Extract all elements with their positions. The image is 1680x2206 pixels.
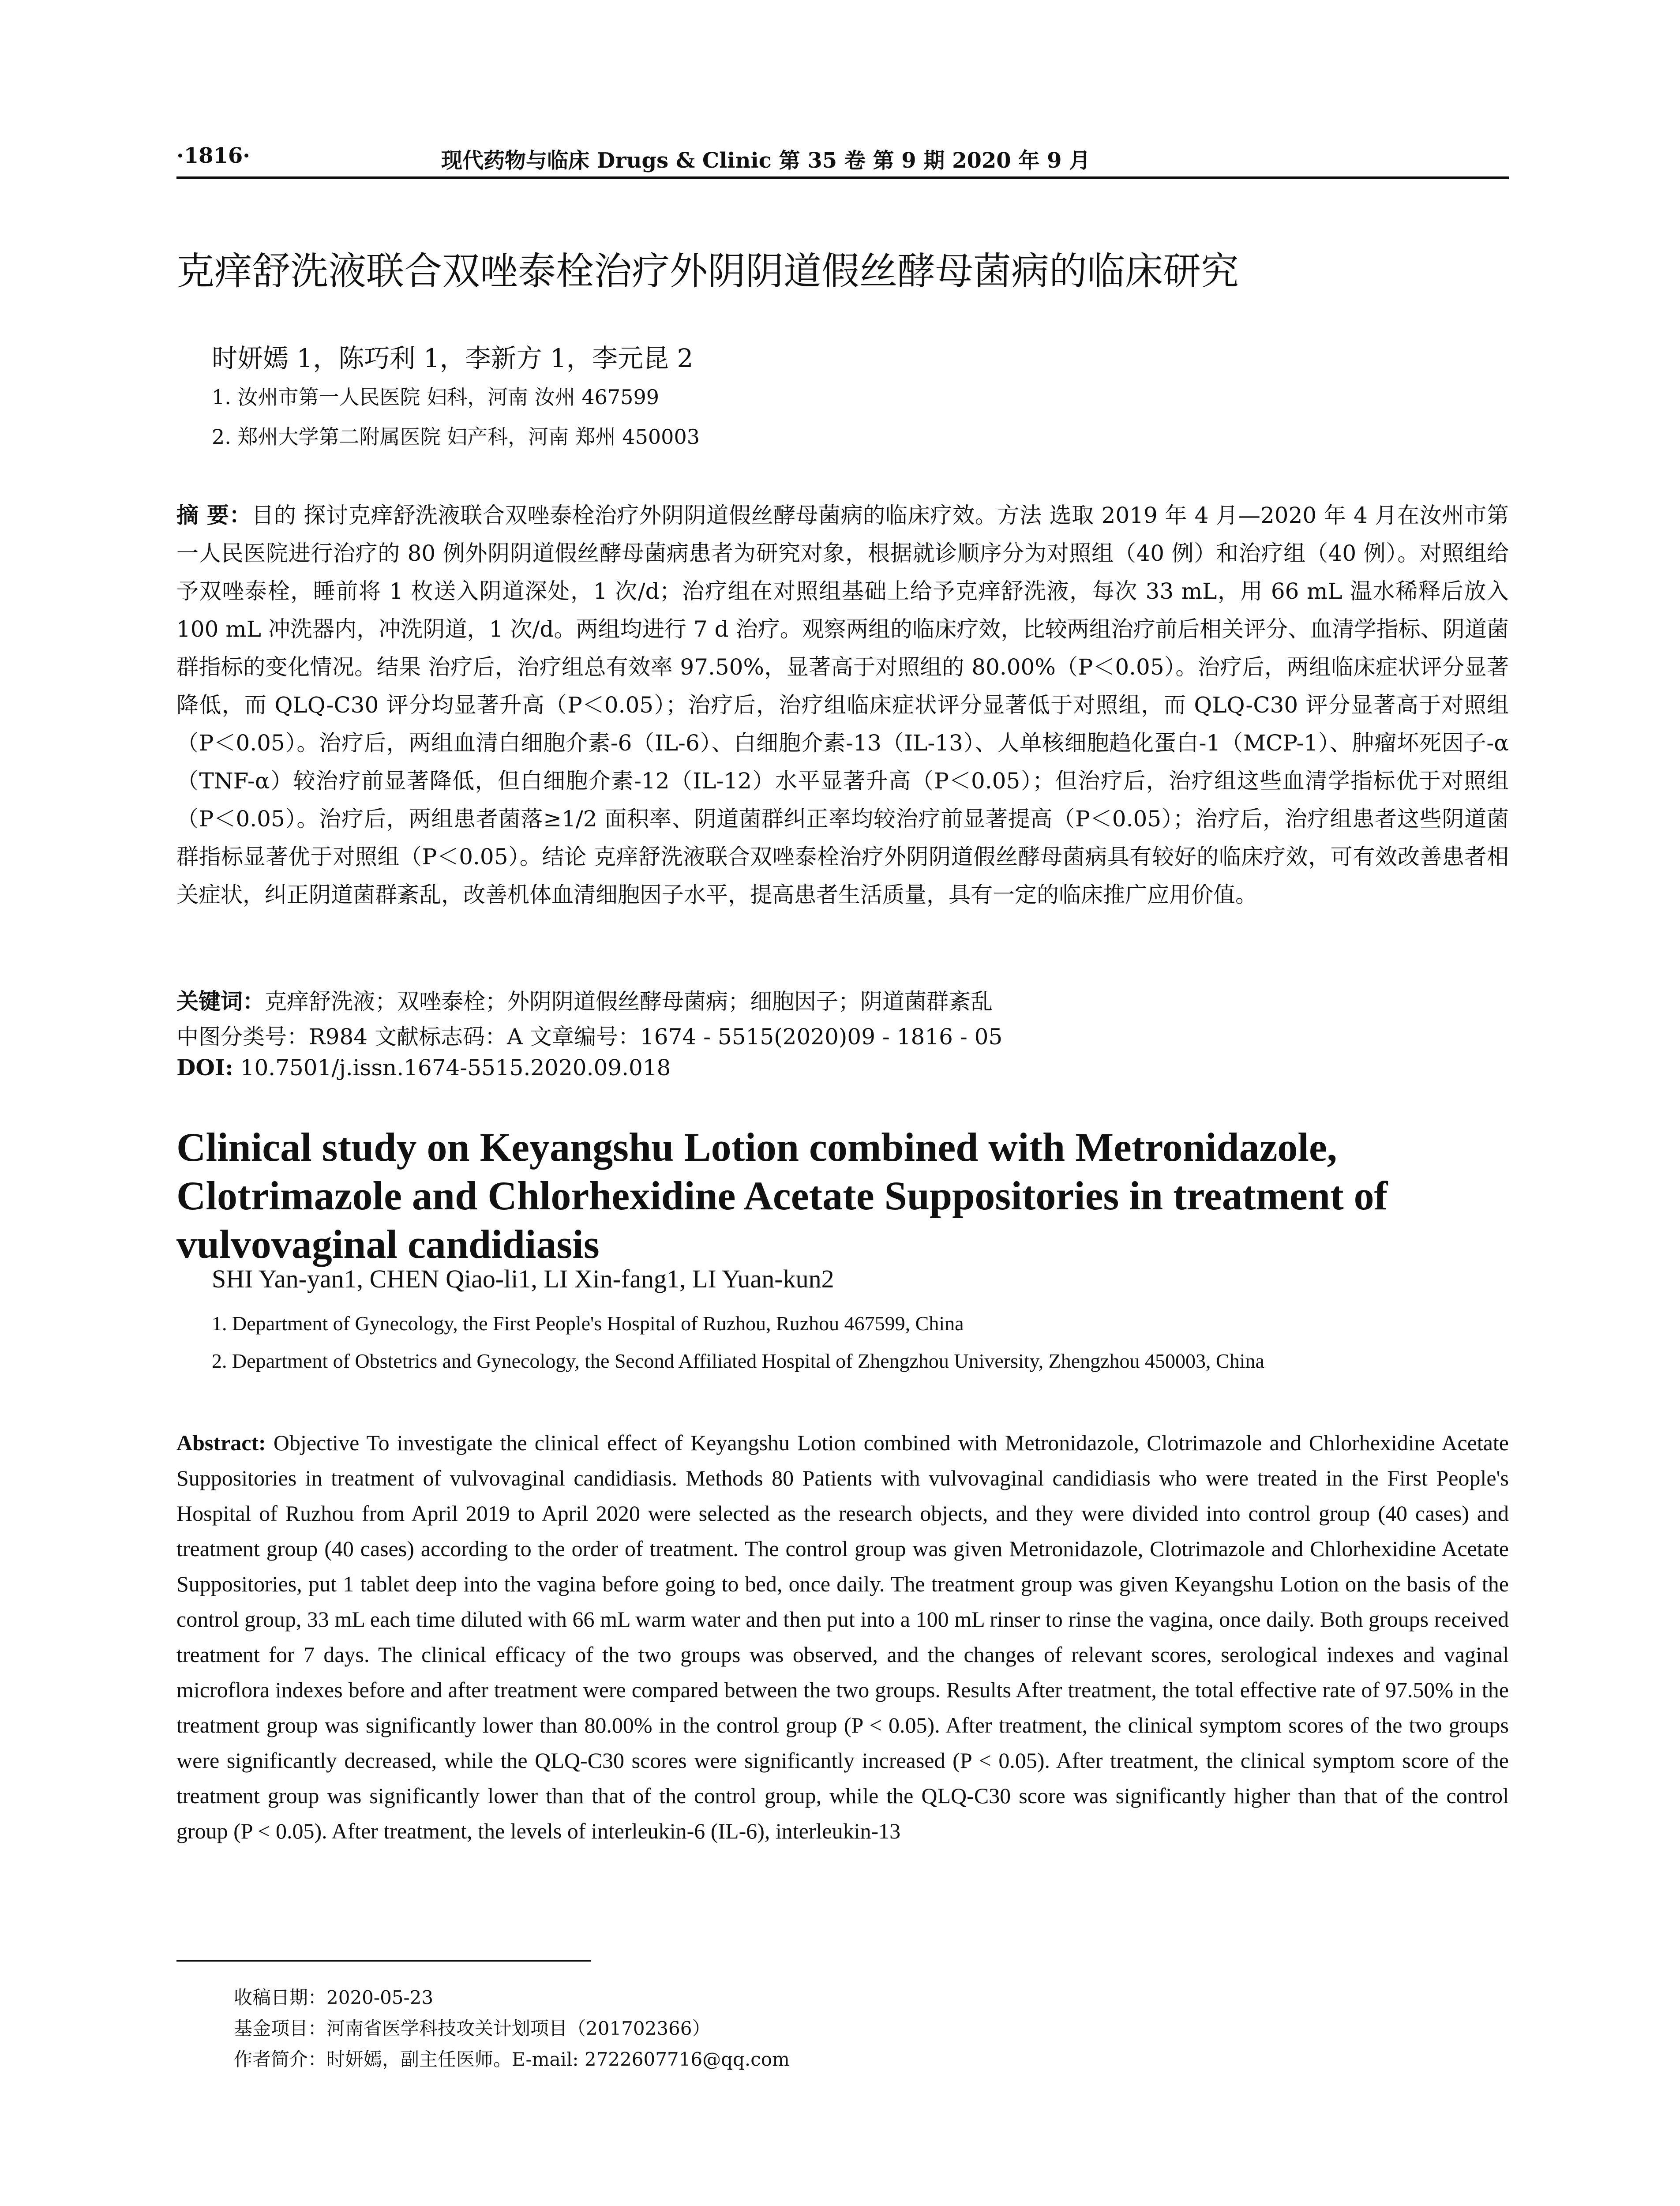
english-abstract-label: Abstract: — [176, 1430, 266, 1455]
keywords-text: 克痒舒洗液；双唑泰栓；外阴阴道假丝酵母菌病；细胞因子；阴道菌群紊乱 — [265, 989, 993, 1014]
page-number: ·1816· — [176, 143, 251, 168]
chinese-abstract-text: 目的 探讨克痒舒洗液联合双唑泰栓治疗外阴阴道假丝酵母菌病的临床疗效。方法 选取 2019 年 4 月—2020 年 4 月在汝州市第一人民医院进行治疗的 80 例外阴阴道假丝酵母菌病患者为研究对象，根据就诊顺序分为对照组（40 例）和治疗组（40 例）。对照组给予双唑泰栓，睡前将 1 枚送入阴道深处，1 次/d；治疗组在对照组基础上给予克痒舒洗液，每次 33 mL，用 66 mL 温水稀释后放入 100 mL 冲洗器内，冲洗阴道，1 次/d。两组均进行 7 d 治疗。观察两组的临床疗效，比较两组治疗前后相关评分、血清学指标、阴道菌群指标的变化情况。结果 治疗后，治疗组总有效率 97.50%，显著高于对照组的 80.00%（P＜0.05）。治疗后，两组临床症状评分显著降低，而 QLQ-C30 评分均显著升高（P＜0.05）；治疗后，治疗组临床症状评分显著低于对照组，而 QLQ-C30 评分显著高于对照组（P＜0.05）。治疗后，两组血清白细胞介素-6（IL-6）、白细胞介素-13（IL-13）、人单核细胞趋化蛋白-1（MCP-1）、肿瘤坏死因子-α（TNF-α）较治疗前显著降低，但白细胞介素-12（IL-12）水平显著升高（P＜0.05）；但治疗后，治疗组这些血清学指标优于对照组（P＜0.05）。治疗后，两组患者菌落≥1/2 面积率、阴道菌群纠正率均较治疗前显著提高（P＜0.05）；治疗后，治疗组患者这些阴道菌群指标显著优于对照组（P＜0.05）。结论 克痒舒洗液联合双唑泰栓治疗外阴阴道假丝酵母菌病具有较好的临床疗效，可有效改善患者相关症状，纠正阴道菌群紊乱，改善机体血清细胞因子水平，提高患者生活质量，具有一定的临床推广应用价值。 — [176, 503, 1509, 908]
chinese-authors: 时妍嫣 1，陈巧利 1，李新方 1，李元昆 2 — [212, 343, 694, 373]
running-header — [176, 130, 1509, 174]
keywords-label: 关键词： — [176, 988, 265, 1014]
chinese-affiliation-1: 1. 汝州市第一人民医院 妇科，河南 汝州 467599 — [212, 385, 659, 409]
english-abstract — [176, 1425, 1509, 1849]
author-bio: 作者简介：时妍嫣，副主任医师。E-mail: 2722607716@qq.com — [234, 2048, 790, 2070]
chinese-affiliation-2: 2. 郑州大学第二附属医院 妇产科，河南 郑州 450003 — [212, 425, 700, 449]
doi-label: DOI: — [176, 1054, 233, 1080]
clc-line: 中图分类号：R984 文献标志码：A 文章编号：1674 - 5515(2020)09 - 1816 - 05 — [176, 1024, 1003, 1050]
chinese-abstract-label: 摘 要： — [176, 502, 252, 528]
chinese-title: 克痒舒洗液联合双唑泰栓治疗外阴阴道假丝酵母菌病的临床研究 — [176, 249, 1239, 293]
doi-value: 10.7501/j.issn.1674-5515.2020.09.018 — [240, 1055, 671, 1080]
english-affiliation-1: 1. Department of Gynecology, the First People's Hospital of Ruzhou, Ruzhou 467599, China — [212, 1312, 964, 1335]
english-title: Clinical study on Keyangshu Lotion combined with Metronidazole, Clotrimazole and Chlorhexidine Acetate Suppositories in treatment of vulvovaginal candidiasis — [176, 1125, 1388, 1267]
fund-project: 基金项目：河南省医学科技攻关计划项目（201702366） — [234, 2018, 711, 2039]
english-affiliation-2: 2. Department of Obstetrics and Gynecology, the Second Affiliated Hospital of Zhengzhou University, Zhengzhou 450003, China — [212, 1350, 1264, 1372]
english-abstract-text: Objective To investigate the clinical effect of Keyangshu Lotion combined with Metronidazole, Clotrimazole and Chlorhexidine Acetate Suppositories in treatment of vulvovaginal candidiasis. Methods 80 Patients with vulvovaginal candidiasis who were treated in the First People's Hospital of Ruzhou from April 2019 to April 2020 were selected as the research objects, and they were divided into control group (40 cases) and treatment group (40 cases) according to the order of treatment. The control group was given Metronidazole, Clotrimazole and Chlorhexidine Acetate Suppositories, put 1 tablet deep into the vagina before going to bed, once daily. The treatment group was given Keyangshu Lotion on the basis of the control group, 33 mL each time diluted with 66 mL warm water and then put into a 100 mL rinser to rinse the vagina, once daily. Both groups received treatment for 7 days. The clinical efficacy of the two groups was observed, and the changes of relevant scores, serological indexes and vaginal microflora indexes before and after treatment were compared between the two groups. Results After treatment, the total effective rate of 97.50% in the treatment group was significantly lower than 80.00% in the control group (P < 0.05). After treatment, the clinical symptom scores of the two groups were significantly decreased, while the QLQ-C30 scores were significantly increased (P < 0.05). After treatment, the clinical symptom score of the treatment group was significantly lower than that of the control group, while the QLQ-C30 score was significantly higher than that of the control group (P < 0.05). After treatment, the levels of interleukin-6 (IL-6), interleukin-13 — [176, 1430, 1509, 1843]
english-authors: SHI Yan-yan1, CHEN Qiao-li1, LI Xin-fang1, LI Yuan-kun2 — [212, 1264, 834, 1293]
doi-line — [176, 1054, 671, 1080]
footnote-rule — [176, 1960, 591, 1962]
chinese-abstract — [176, 496, 1509, 914]
journal-info: 现代药物与临床 Drugs & Clinic 第 35 卷 第 9 期 2020 年 9 月 — [441, 148, 1091, 173]
received-date: 收稿日期：2020-05-23 — [234, 1987, 434, 2008]
chinese-keywords — [176, 984, 993, 1016]
header-rule — [176, 176, 1509, 179]
